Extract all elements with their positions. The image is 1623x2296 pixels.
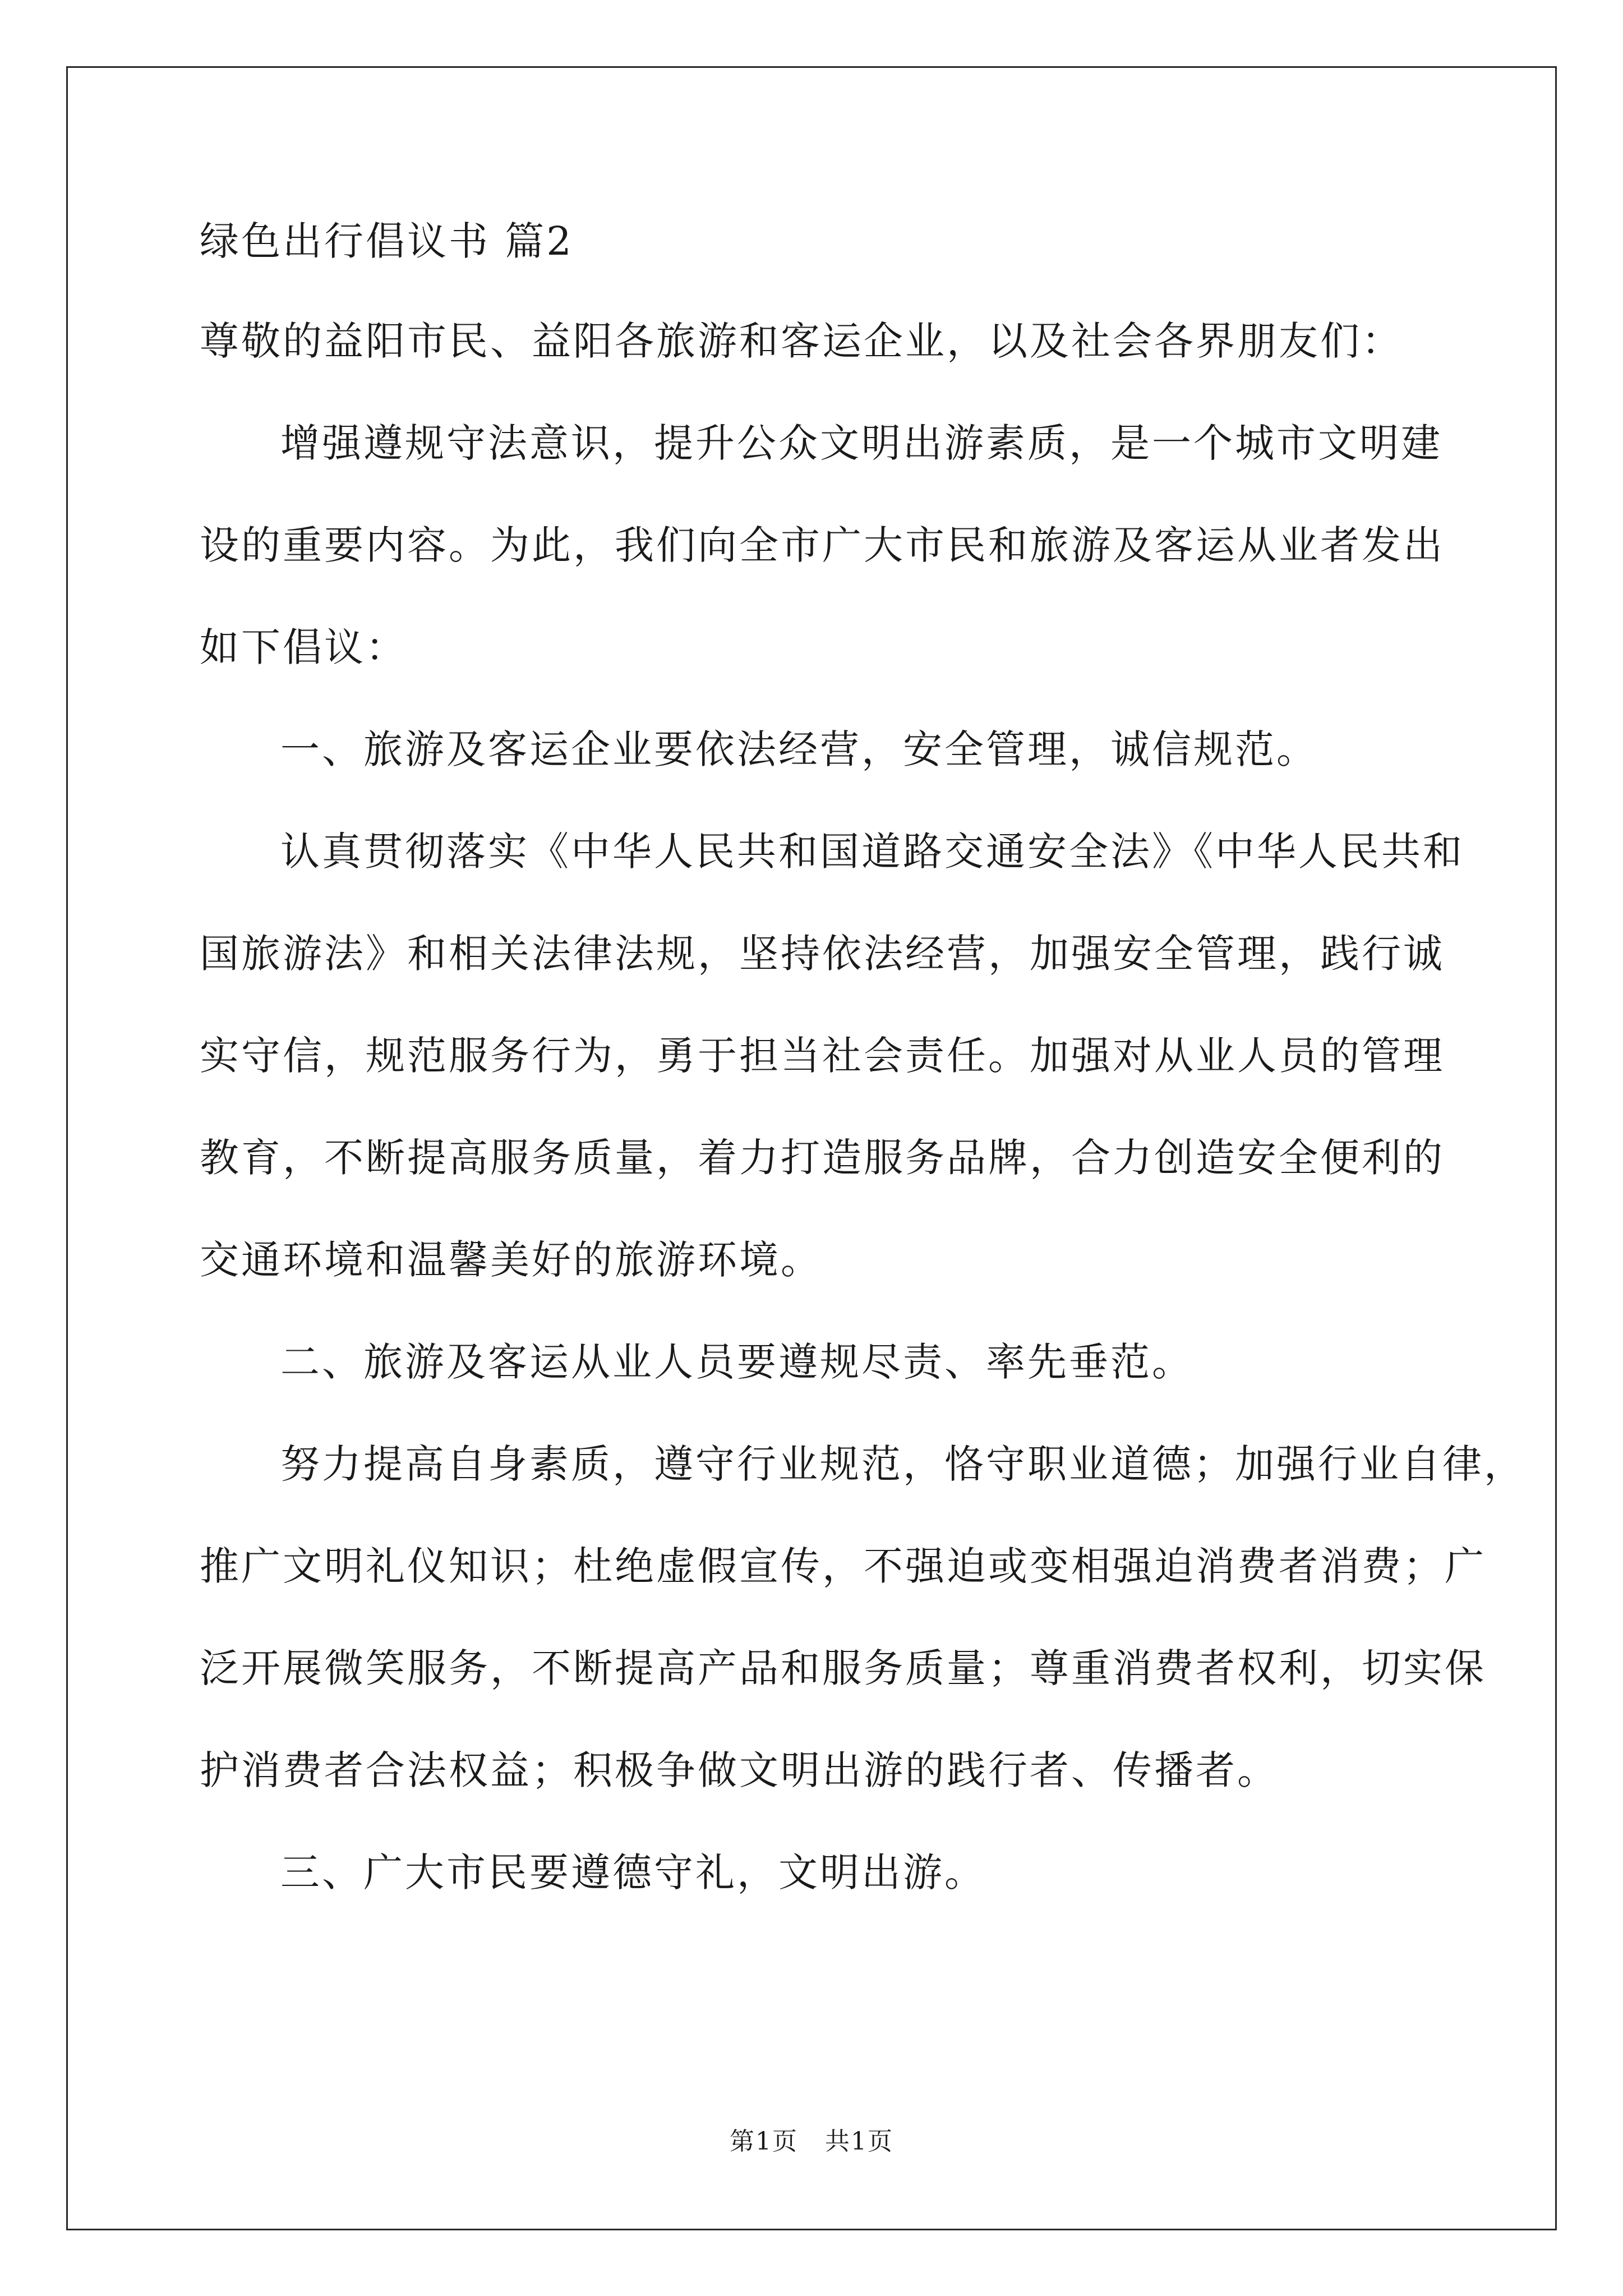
paragraph-line: 认真贯彻落实《中华人民共和国道路交通安全法》《中华人民共和 bbox=[280, 829, 1464, 875]
paragraph bbox=[200, 415, 1445, 675]
paragraph-line: 增强遵规守法意识，提升公众文明出游素质，是一个城市文明建 bbox=[280, 420, 1442, 466]
document-title: 绿色出行倡议书 篇2 bbox=[200, 218, 574, 264]
greeting-line: 尊敬的益阳市民、益阳各旅游和客运企业，以及社会各界朋友们： bbox=[200, 318, 1403, 364]
paragraph-line: 交通环境和温馨美好的旅游环境。 bbox=[200, 1237, 822, 1283]
paragraph-line: 如下倡议： bbox=[200, 624, 407, 670]
section-heading bbox=[200, 1844, 1433, 1901]
paragraph-line: 努力提高自身素质，遵守行业规范，恪守职业道德；加强行业自律， bbox=[280, 1441, 1525, 1487]
paragraph-line: 国旅游法》和相关法律法规，坚持依法经营，加强安全管理，践行诚 bbox=[200, 931, 1445, 977]
paragraph-line: 实守信，规范服务行为，勇于担当社会责任。加强对从业人员的管理 bbox=[200, 1033, 1445, 1079]
paragraph-line: 护消费者合法权益；积极争做文明出游的践行者、传播者。 bbox=[200, 1747, 1279, 1793]
paragraph-line: 泛开展微笑服务，不断提高产品和服务质量；尊重消费者权利，切实保 bbox=[200, 1645, 1486, 1691]
paragraph bbox=[200, 823, 1464, 1288]
section-heading-line: 三、广大市民要遵德守礼，文明出游。 bbox=[280, 1849, 986, 1895]
document-body bbox=[200, 213, 1525, 1947]
paragraph bbox=[200, 1436, 1525, 1798]
paragraph-line: 推广文明礼仪知识；杜绝虚假宣传，不强迫或变相强迫消费者消费；广 bbox=[200, 1543, 1486, 1589]
section-heading-line: 二、旅游及客运从业人员要遵规尽责、率先垂范。 bbox=[280, 1339, 1193, 1385]
section-heading bbox=[200, 721, 1433, 777]
page-footer: 第1页 共1页 bbox=[730, 2127, 893, 2156]
section-heading bbox=[200, 1334, 1433, 1390]
paragraph-line: 设的重要内容。为此，我们向全市广大市民和旅游及客运从业者发出 bbox=[200, 522, 1445, 568]
paragraph-line: 教育，不断提高服务质量，着力打造服务品牌，合力创造安全便利的 bbox=[200, 1135, 1445, 1181]
section-heading-line: 一、旅游及客运企业要依法经营，安全管理，诚信规范。 bbox=[280, 726, 1318, 772]
